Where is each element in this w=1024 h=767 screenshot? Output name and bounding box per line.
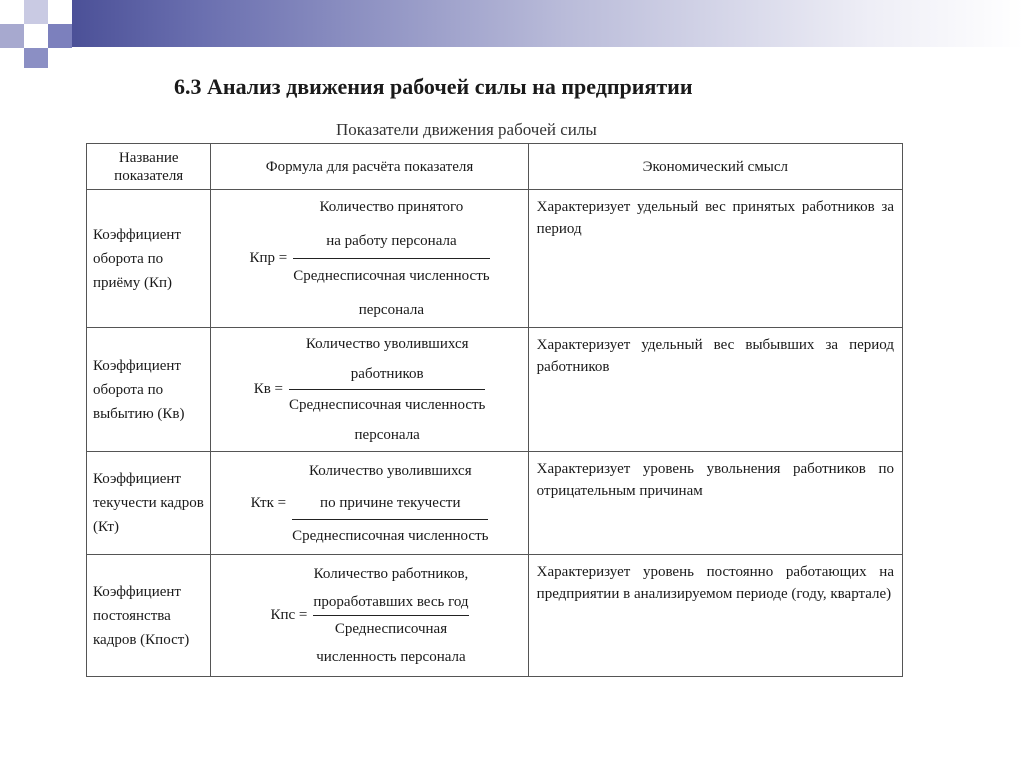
indicator-name: Коэффициент постоянства кадров (Кпост): [87, 555, 211, 677]
decor-square: [0, 0, 24, 24]
indicator-name: Коэффициент оборота по выбытию (Кв): [87, 328, 211, 452]
formula: [211, 329, 527, 450]
table-row: [87, 452, 903, 555]
denominator-line: персонала: [354, 427, 420, 443]
table-row: [87, 555, 903, 677]
decor-square: [24, 24, 48, 48]
decor-square: [24, 48, 48, 68]
fraction: [292, 455, 488, 552]
slide-header-bar: [0, 0, 1024, 47]
header-meaning: Экономический смысл: [528, 144, 902, 190]
formula: [211, 559, 527, 672]
formula-symbol: Кпр =: [249, 250, 288, 266]
indicator-meaning: Характеризует удельный вес принятых работников за период: [528, 190, 902, 328]
table-header-row: [87, 144, 903, 190]
decor-square: [0, 48, 24, 68]
table-caption: Показатели движения рабочей силы: [336, 120, 597, 139]
formula: [211, 190, 527, 327]
decor-square: [24, 0, 48, 24]
denominator-line: Среднесписочная численность: [292, 527, 489, 544]
decor-square: [0, 24, 24, 48]
numerator-line: на работу персонала: [326, 233, 457, 249]
formula-cell: [211, 555, 528, 677]
indicator-name: Коэффициент оборота по приёму (Кп): [87, 190, 211, 328]
formula-cell: [211, 328, 528, 452]
decor-square: [48, 24, 72, 48]
decor-square: [48, 0, 72, 24]
numerator-line: работников: [350, 366, 424, 382]
numerator-line: Количество уволившихся: [305, 336, 469, 352]
fraction: [293, 190, 489, 327]
indicator-meaning: Характеризует уровень увольнения работников по отрицательным причинам: [528, 452, 902, 555]
slide-title: 6.3 Анализ движения рабочей силы на предприятии: [174, 74, 693, 99]
denominator-line: численность персонала: [316, 649, 466, 665]
indicators-table: [86, 143, 903, 677]
indicator-name: Коэффициент текучести кадров (Кт): [87, 452, 211, 555]
fraction: [289, 329, 485, 450]
table-row: [87, 190, 903, 328]
formula-cell: [211, 190, 528, 328]
numerator-line: по причине текучести: [320, 494, 461, 511]
formula-symbol: Кпс =: [270, 607, 308, 623]
formula: [211, 455, 527, 552]
denominator-line: Среднесписочная численность: [289, 397, 486, 413]
numerator-line: Количество уволившихся: [308, 462, 472, 479]
fraction: [313, 559, 468, 672]
numerator-line: Количество работников,: [313, 566, 469, 582]
formula-symbol: Ктк =: [250, 494, 287, 511]
indicator-meaning: Характеризует уровень постоянно работающих на предприятии в анализируемом периоде (году, квартале): [528, 555, 902, 677]
table-row: [87, 328, 903, 452]
indicator-meaning: Характеризует удельный вес выбывших за период работников: [528, 328, 902, 452]
denominator-line: персонала: [358, 302, 425, 318]
numerator-line: проработавших весь год: [313, 594, 469, 610]
denominator-line: Среднесписочная: [334, 621, 448, 637]
formula-symbol: Кв =: [253, 381, 283, 397]
header-formula: Формула для расчёта показателя: [211, 144, 528, 190]
formula-cell: [211, 452, 528, 555]
numerator-line: Количество принятого: [319, 199, 464, 215]
denominator-line: Среднесписочная численность: [293, 268, 490, 284]
header-name: Название показателя: [87, 144, 211, 190]
